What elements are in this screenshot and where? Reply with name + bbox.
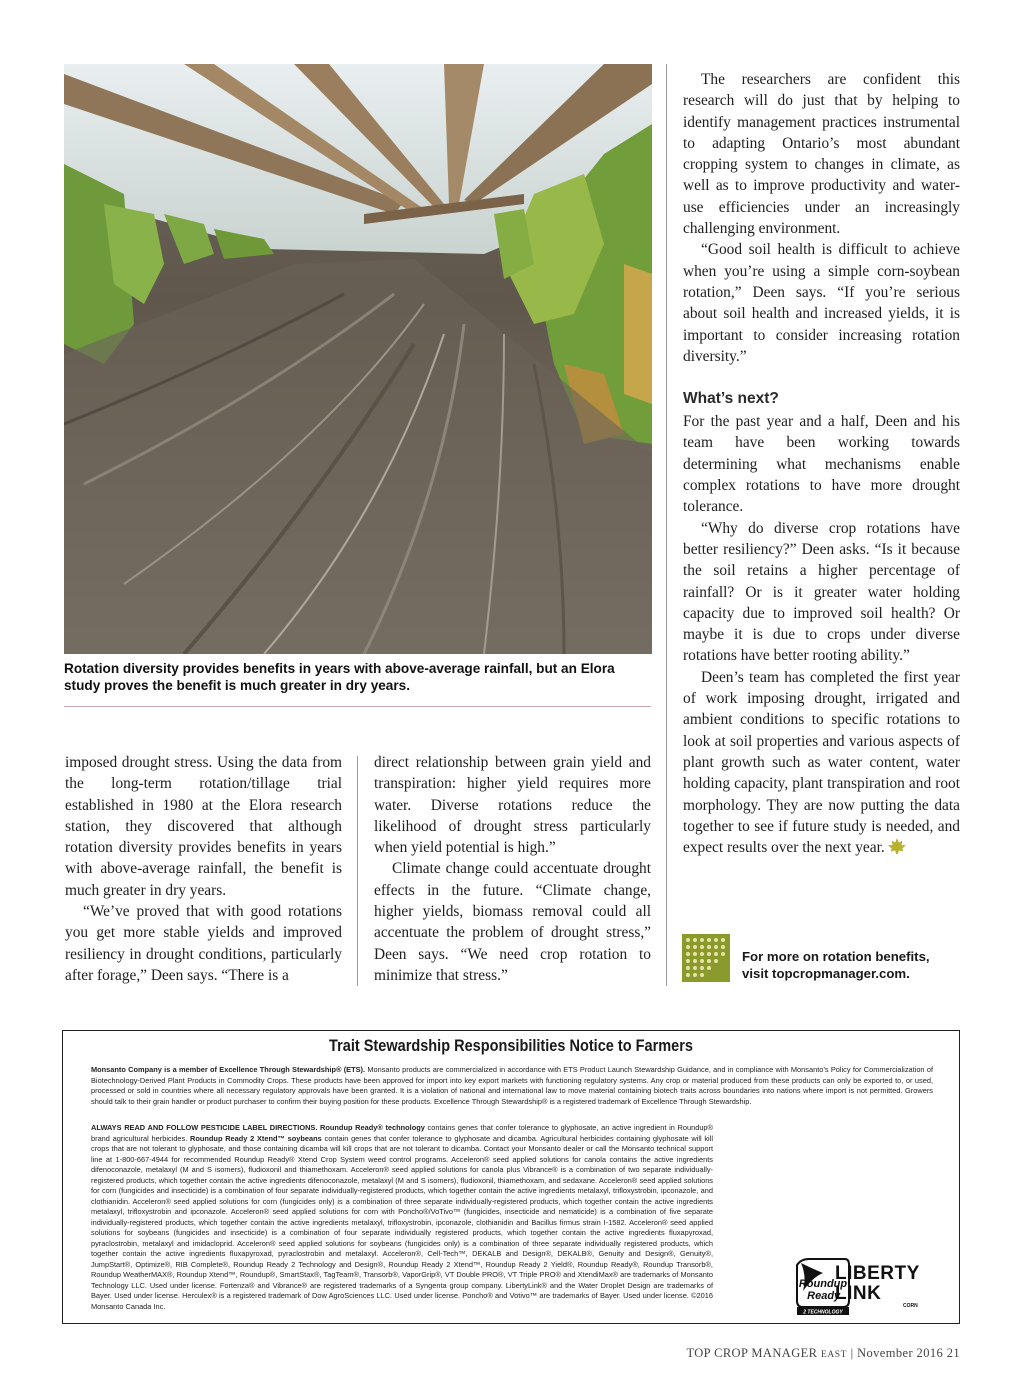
link-word: LINK [835, 1283, 882, 1304]
stewardship-notice [62, 1030, 960, 1324]
notice-text: contain genes that confer tolerance to glyphosate and dicamba. Agricultural herbicides containing glyphosate will kill crops that are not tolerant to glyphosate, and those containing dicamba will kill crops that are not tolerant to dicamba. Contact your Monsanto dealer or call the Monsanto technical support line at 1-800-667-4944 for recommended Roundup Ready® Xtend Crop System weed control programs. Acceleron® seed applied solutions for canola contains the active ingredients difenoconazole, metalaxyl (M and S isomers), fludioxonil and thiamethoxam. Acceleron® seed applied solutions for canola plus Vibrance® is a combination of two separate individually-registered products, which together contain the active ingredients difenoconazole, metalaxyl (M and S isomers), fludioxonil, thiamethoxam, and sedaxane. Acceleron® seed applied solutions for corn (fungicides and insecticide) is a combination of four separate individually-registered products, which together contain the active ingredients metalaxyl, trifloxystrobin, ipconazole, and clothianidin. Acceleron® seed applied solutions for corn (fungicides only) is a combination of three separate individually-registered products, which together contain the active ingredients metalaxyl, trifloxystrobin and ipconazole. Acceleron® seed applied solutions for corn with Poncho®/VoTivo™ (fungicides, insecticide and nematicide) is a combination of five separate individually-registered products, which together contain the active ingredients metalaxyl, trifloxystrobin, ipconazole, clothianidin and Bacillus firmus strain I-1582. Acceleron® seed applied solutions for soybeans (fungicides and insecticide) is a combination of four separate individually registered products, which together contain the active ingredients fluxapyroxad, pyraclostrobin, metalaxyl and imidacloprid. Acceleron® seed applied solutions for soybeans (fungicides only) is a combination of three separate individually registered products, which together contain the active ingredients fluxapyroxad, pyraclostrobin and metalaxyl. Acceleron®, Cell-Tech™, DEKALB and Design®, DEKALB®, Genuity and Design®, Genuity®, JumpStart®, Optimize®, RIB Complete®, Roundup Ready 2 Technology and Design®, Roundup Ready 2 Xtend™, Roundup Ready 2 Yield®, Roundup Ready®, Roundup Transorb®, Roundup WeatherMAX®, Roundup Xtend™, Roundup®, SmartStax®, TagTeam®, Transorb®, VaporGrip®, VT Double PRO®, VT Triple PRO® and XtendiMax® are trademarks of Monsanto Technology LLC. Used under license. Fortenza® and Vibrance® are registered trademarks of a Syngenta group company. LibertyLink® and the Water Droplet Design are trademarks of Bayer. Used under license. Herculex® is a registered trademark of Dow AgroSciences LLC. Used under license. Poncho® and Votivo™ are trademarks of Bayer. Used under license. ©2016 Monsanto Canada Inc. [91, 1133, 713, 1311]
magazine-name: TOP CROP MANAGER [686, 1346, 818, 1360]
notice-text: Monsanto products are commercialized in accordance with ETS Product Launch Stewardship Guidance, and in compliance with Monsanto’s Policy for Commercialization of Biotechnology-Derived Plant Products in Commodity Crops. These products have been approved for import into key export markets with functioning regulatory systems. Any crop or material produced from these products can only be exported to, or used, processed or sold in countries where all necessary regulatory approvals have been granted. It is a violation of national and international law to move material containing biotech traits across boundaries into nations where import is not permitted. Growers should talk to their grain handler or product purchaser to confirm their buying position for these products. Excellence Through Stewardship® is a registered trademark of Excellence Through Stewardship. [91, 1065, 933, 1106]
ready-word: Ready. [807, 1290, 843, 1302]
column-divider [357, 756, 358, 986]
notice-text: contains genes that confer tolerance to glyphosate, an active ingredient in Roundup® brand agricultural herbicides. [91, 1123, 713, 1143]
paragraph: The researchers are confident this research will do just that by helping to identify management practices instrumental to adapting Ontario’s most abundant cropping system to changes in climate, as well as to improve productivity and water-use efficiencies under an increasingly challenging environment. [683, 71, 960, 238]
article-column-1 [65, 752, 342, 986]
paragraph: “Good soil health is difficult to achieve when you’re using a simple corn-soybean rotation,” Deen says. “If you’re serious about soil health and increased yields, it is important to consider increasing rotation diversity.” [683, 241, 960, 365]
promo-link[interactable]: visit topcropmanager.com. [742, 966, 910, 981]
liberty-link-logo [831, 1263, 927, 1311]
paragraph: Climate change could accentuate drought effects in the future. “Climate change, higher yields, biomass removal could all accentuate the problem of drought stress,” Deen says. “We need crop rotation to minimize that stress.” [374, 860, 651, 984]
paragraph: For the past year and a half, Deen and his team have been working towards determining what mechanisms enable complex rotations to have more drought tolerance. [683, 413, 960, 516]
notice-bold: ALWAYS READ AND FOLLOW PESTICIDE LABEL DIRECTIONS. Roundup Ready® technology [91, 1123, 425, 1132]
grid-logo-icon [682, 934, 730, 982]
promo-line: For more on rotation benefits, [742, 949, 930, 964]
page-footer [686, 1346, 960, 1361]
roundup-word: Roundup [798, 1278, 848, 1290]
photo-caption: Rotation diversity provides benefits in years with above-average rainfall, but an Elora study proves the benefit is much greater in dry years. [64, 661, 615, 693]
notice-bold: Monsanto Company is a member of Excellence Through Stewardship® (ETS). [91, 1065, 366, 1074]
paragraph-text: Deen’s team has completed the first year of work imposing drought, irrigated and ambient conditions to specific rotations to look at soil properties and various aspects of plant growth such as water content, water holding capacity, plant transpiration and root morphology. They are now putting the data together to see if future study is needed, and expect results over the next year. [683, 668, 960, 857]
paragraph: “We’ve proved that with good rotations you get more stable yields and improved resiliency in drought conditions, particularly after forage,” Deen says. “There is a [65, 903, 342, 984]
article-column-3 [683, 69, 960, 858]
technology-tag: 2 TECHNOLOGY [803, 1309, 843, 1316]
column-divider [666, 64, 667, 986]
issue-date: November 2016 [857, 1346, 944, 1360]
corn-word: CORN [903, 1303, 918, 1309]
section-heading: What’s next? [683, 390, 779, 408]
article-column-2 [374, 752, 651, 986]
footer-separator: | [850, 1346, 854, 1360]
notice-paragraph [91, 1065, 933, 1107]
liberty-word: LIBERTY [835, 1263, 920, 1284]
caption-divider [64, 706, 651, 707]
paragraph: imposed drought stress. Using the data from the long-term rotation/tillage trial established in 1980 at the Elora research station, they discovered that although rotation diversity provides benefits in years with above-average rainfall, the benefit is much greater in dry years. [65, 754, 342, 899]
notice-paragraph [91, 1123, 713, 1312]
field-photo [64, 64, 652, 654]
magazine-edition: EAST [820, 1350, 848, 1360]
field-photo-illustration [64, 64, 652, 654]
paragraph: “Why do diverse crop rotations have better resiliency?” Deen asks. “Is it because the soil retains a higher percentage of rainfall? Or is it greater water holding capacity due to improved soil health? Or maybe it is due to crops under diverse rotations have better rooting ability.” [683, 519, 960, 665]
maple-leaf-icon [888, 838, 906, 854]
web-promo [682, 934, 972, 982]
page-number: 21 [946, 1346, 960, 1360]
notice-bold: Roundup Ready 2 Xtend™ soybeans [190, 1133, 322, 1143]
notice-title: Trait Stewardship Responsibilities Notice to Farmers [329, 1037, 693, 1055]
paragraph: direct relationship between grain yield and transpiration: higher yield requires more water. Diverse rotations reduce the likelihood of drought stress particularly when yield potential is high.” [374, 754, 651, 857]
paragraph [683, 667, 960, 859]
promo-text [742, 948, 930, 982]
